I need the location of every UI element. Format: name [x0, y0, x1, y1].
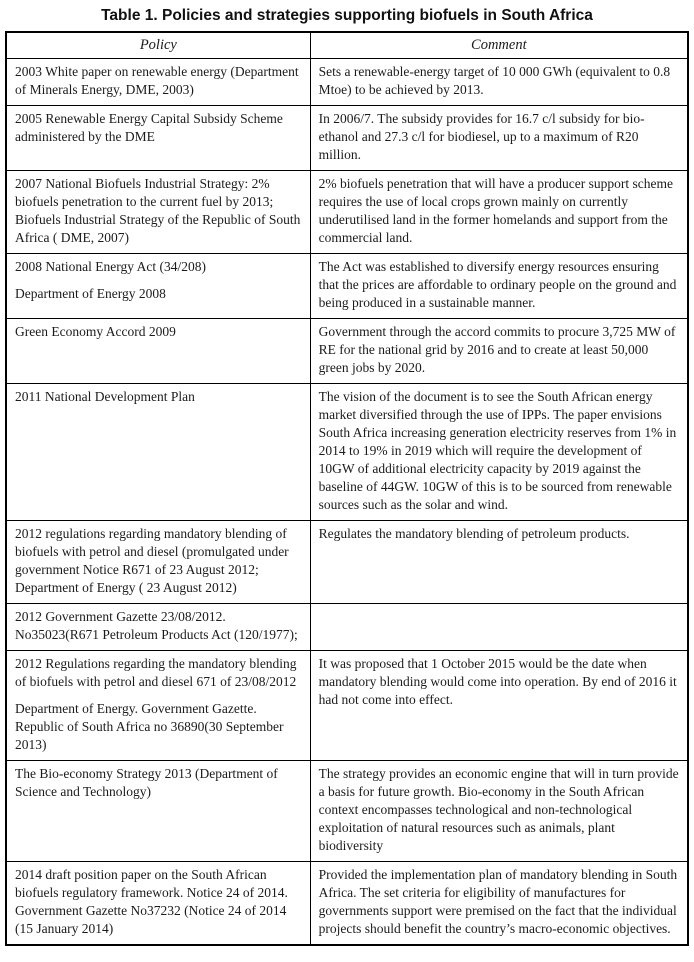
- policy-cell: [6, 171, 310, 254]
- table-row: [6, 319, 688, 384]
- policy-cell: [6, 651, 310, 761]
- comment-cell: [310, 106, 688, 171]
- policy-cell: [6, 384, 310, 521]
- table-row: [6, 384, 688, 521]
- policy-text: 2012 Regulations regarding the mandatory blending of biofuels with petrol and diesel 671 of 23/08/2012: [15, 656, 297, 689]
- comment-text: The Act was established to diversify energy resources ensuring that the prices are affordable to ordinary people on the ground and being produced in a sustainable manner.: [318, 259, 677, 310]
- comment-cell: [310, 59, 688, 106]
- comment-cell: [310, 761, 688, 862]
- column-header-policy: Policy: [6, 32, 310, 59]
- policies-table: [5, 31, 689, 946]
- policy-cell: [6, 521, 310, 604]
- comment-cell: [310, 171, 688, 254]
- comment-text: Regulates the mandatory blending of petroleum products.: [318, 526, 630, 541]
- comment-text: The vision of the document is to see the South African energy market diversified through the use of IPPs. The paper envisions South Africa increasing generation electricity reserves from 1% in 2014 to 19% in 2019 which will require the development of 10GW of additional electricity capacity by 2019 against the baseline of 44GW. 10GW of this is to be sourced from renewable sources such as the solar and wind.: [318, 389, 677, 512]
- table-row: [6, 604, 688, 651]
- column-header-comment: Comment: [310, 32, 688, 59]
- policy-cell: [6, 254, 310, 319]
- policy-text: 2012 Government Gazette 23/08/2012. No35023(R671 Petroleum Products Act (120/1977);: [15, 609, 298, 642]
- policy-text: Department of Energy 2008: [15, 286, 166, 301]
- comment-cell: [310, 319, 688, 384]
- comment-cell: [310, 651, 688, 761]
- policy-text: Green Economy Accord 2009: [15, 324, 176, 339]
- table-row: [6, 761, 688, 862]
- policy-cell: [6, 106, 310, 171]
- policy-cell: [6, 319, 310, 384]
- policy-text: 2008 National Energy Act (34/208): [15, 259, 206, 274]
- table-row: [6, 59, 688, 106]
- header-row: [6, 32, 688, 59]
- comment-cell: [310, 521, 688, 604]
- comment-text: 2% biofuels penetration that will have a producer support scheme requires the use of local crops grown mainly on currently underutilised land in the former homelands and support from the commercial land.: [318, 176, 673, 245]
- policy-cell: [6, 761, 310, 862]
- table-row: [6, 171, 688, 254]
- table-row: [6, 651, 688, 761]
- comment-text: Sets a renewable-energy target of 10 000 GWh (equivalent to 0.8 Mtoe) to be achieved by 2013.: [318, 64, 671, 97]
- policy-cell: [6, 862, 310, 946]
- policy-text: Department of Energy. Government Gazette. Republic of South Africa no 36890(30 September 2013): [15, 701, 284, 752]
- table-row: [6, 862, 688, 946]
- table-row: [6, 521, 688, 604]
- comment-cell: [310, 384, 688, 521]
- policy-text: The Bio-economy Strategy 2013 (Department of Science and Technology): [15, 766, 278, 799]
- comment-cell: [310, 254, 688, 319]
- table-row: [6, 106, 688, 171]
- comment-cell: [310, 862, 688, 946]
- comment-text: Government through the accord commits to procure 3,725 MW of RE for the national grid by 2016 and to create at least 50,000 green jobs by 2020.: [318, 324, 676, 375]
- policy-text: 2005 Renewable Energy Capital Subsidy Scheme administered by the DME: [15, 111, 283, 144]
- policy-text: 2012 regulations regarding mandatory blending of biofuels with petrol and diesel (promulgated under government Notice R671 of 23 August 2012; Department of Energy ( 23 August 2012): [15, 526, 289, 595]
- table-body: [6, 59, 688, 946]
- comment-cell: [310, 604, 688, 651]
- policy-text: 2011 National Development Plan: [15, 389, 195, 404]
- policy-cell: [6, 604, 310, 651]
- table-row: [6, 254, 688, 319]
- comment-text: The strategy provides an economic engine that will in turn provide a basis for future growth. Bio-economy in the South African context encompasses technological and non-technological exploitation of natural resources such as animals, plant biodiversity: [318, 766, 679, 853]
- comment-text: Provided the implementation plan of mandatory blending in South Africa. The set criteria for eligibility of manufactures for governments support were premised on the fact that the individual projects should benefit the country’s macro-economic objectives.: [318, 867, 678, 936]
- table-caption: Table 1. Policies and strategies supporting biofuels in South Africa: [101, 7, 593, 24]
- policy-text: 2014 draft position paper on the South African biofuels regulatory framework. Notice 24 of 2014. Government Gazette No37232 (Notice 24 of 2014 (15 January 2014): [15, 867, 288, 936]
- policy-text: 2007 National Biofuels Industrial Strategy: 2% biofuels penetration to the current fuel by 2013; Biofuels Industrial Strategy of the Republic of South Africa ( DME, 2007): [15, 176, 301, 245]
- comment-text: In 2006/7. The subsidy provides for 16.7 c/l subsidy for bio-ethanol and 27.3 c/l for biodiesel, up to a maximum of R20 million.: [318, 111, 645, 162]
- policy-text: 2003 White paper on renewable energy (Department of Minerals Energy, DME, 2003): [15, 64, 299, 97]
- comment-text: It was proposed that 1 October 2015 would be the date when mandatory blending would come into operation. By end of 2016 it had not come into effect.: [318, 656, 677, 707]
- policy-cell: [6, 59, 310, 106]
